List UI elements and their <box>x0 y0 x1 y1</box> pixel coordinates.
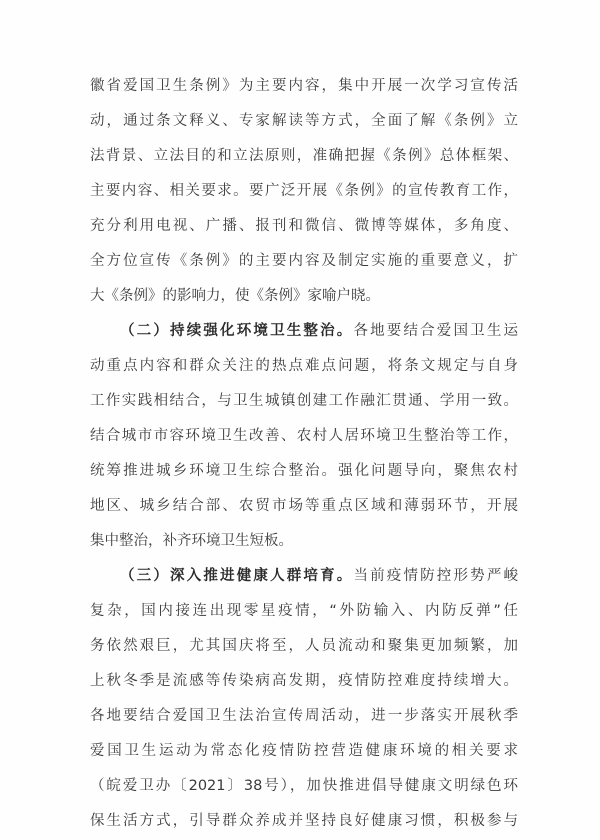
paragraph3-line-2: 复杂，国内接连出现零星疫情，“外防输入、内防反弹”任 <box>90 603 518 619</box>
paragraph1-line-3: 法背景、立法目的和立法原则，准确把握《条例》总体框架、 <box>90 148 518 164</box>
paragraph2-line-5: 统筹推进城乡环境卫生综合整治。强化问题导向，聚焦农村 <box>90 463 518 479</box>
paragraph1-line-4: 主要内容、相关要求。要广泛开展《条例》的宣传教育工作， <box>90 183 518 199</box>
paragraph3-line-6: 爱国卫生运动为常态化疫情防控营造健康环境的相关要求 <box>90 743 518 759</box>
paragraph2-line-2: 动重点内容和群众关注的热点难点问题，将条文规定与自身 <box>90 358 518 374</box>
paragraph1-line-6: 全方位宣传《条例》的主要内容及制定实施的重要意义，扩 <box>90 253 518 269</box>
paragraph3-first-line <box>120 562 518 590</box>
paragraph2-first-line-rest: 各地要结合爱国卫生运 <box>353 323 519 339</box>
paragraph3-line-5: 各地要结合爱国卫生法治宣传周活动，进一步落实开展秋季 <box>90 708 518 724</box>
paragraph1-line-5: 充分利用电视、广播、报刊和微信、微博等媒体，多角度、 <box>90 218 518 234</box>
paragraph2-line-4: 结合城市市容环境卫生改善、农村人居环境卫生整治等工作， <box>90 428 518 444</box>
paragraph2-line-3: 工作实践相结合，与卫生城镇创建工作融汇贯通、学用一致。 <box>90 393 518 409</box>
paragraph2-first-line <box>120 317 518 345</box>
paragraph3-heading: （三）深入推进健康人群培育。 <box>120 568 354 584</box>
paragraph3-line-7: （皖爱卫办〔2021〕38号），加快推进倡导健康文明绿色环 <box>90 778 518 794</box>
paragraph3-first-line-rest: 当前疫情防控形势严峻 <box>353 568 519 584</box>
paragraph2-heading: （二）持续强化环境卫生整治。 <box>120 323 354 339</box>
paragraph3-line-3: 务依然艰巨，尤其国庆将至，人员流动和聚集更加频繁，加 <box>90 638 518 654</box>
paragraph1-line-2: 动，通过条文释义、专家解读等方式，全面了解《条例》立 <box>90 113 518 129</box>
paragraph1-line-1: 徽省爱国卫生条例》为主要内容，集中开展一次学习宣传活 <box>90 78 518 94</box>
paragraph3-line-8: 保生活方式，引导群众养成并坚持良好健康习惯，积极参与 <box>90 813 518 829</box>
paragraph1-line-7: 大《条例》的影响力，使《条例》家喻户晓。 <box>90 288 380 304</box>
paragraph3-line-4: 上秋冬季是流感等传染病高发期，疫情防控难度持续增大。 <box>90 673 518 689</box>
paragraph2-line-6: 地区、城乡结合部、农贸市场等重点区域和薄弱环节，开展 <box>90 498 518 514</box>
paragraph2-line-7: 集中整治，补齐环境卫生短板。 <box>90 533 293 549</box>
